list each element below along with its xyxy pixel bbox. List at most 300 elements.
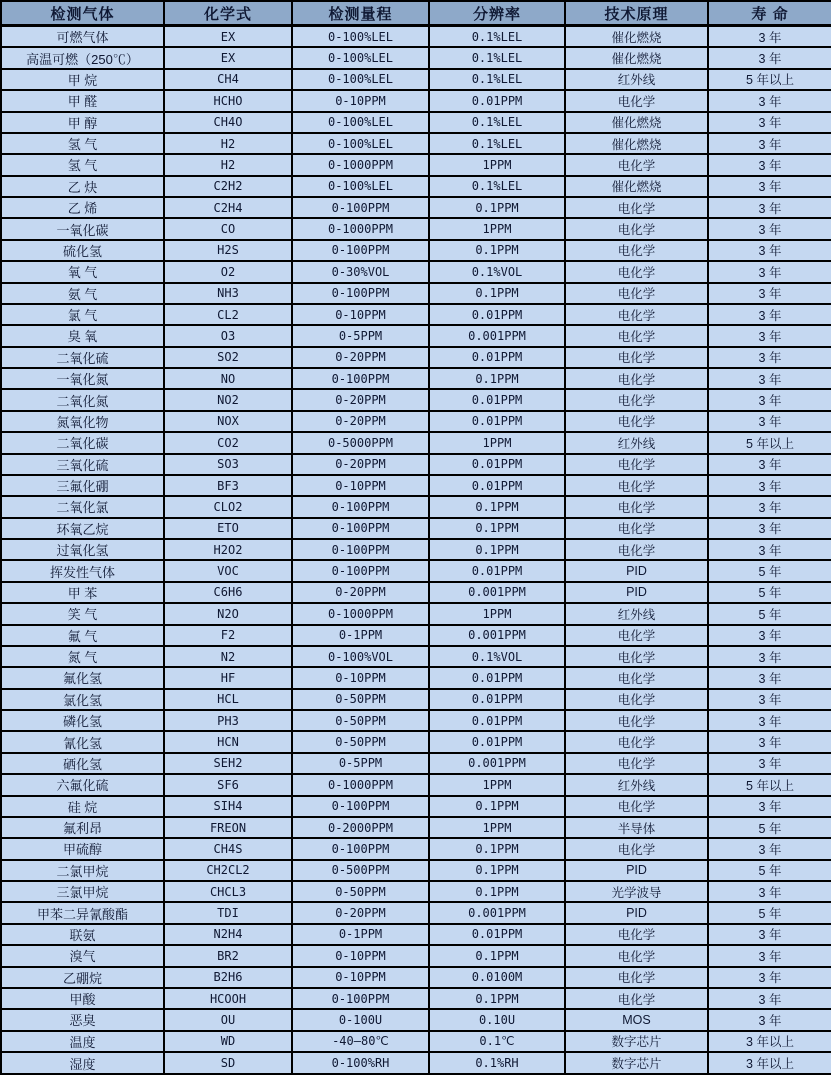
gas-name-cell: 氢 气 <box>1 154 164 175</box>
table-row <box>1 496 831 517</box>
resolution-cell: 0.01PPM <box>429 454 565 475</box>
technology-principle-cell: 数字芯片 <box>565 1052 708 1074</box>
gas-name-cell: 二氧化氯 <box>1 496 164 517</box>
technology-principle-cell: 催化燃烧 <box>565 47 708 68</box>
gas-name-cell: 甲 醛 <box>1 90 164 111</box>
detection-range-cell: 0-5PPM <box>292 753 429 774</box>
resolution-cell: 0.1PPM <box>429 368 565 389</box>
technology-principle-cell: 红外线 <box>565 774 708 795</box>
technology-principle-cell: 电化学 <box>565 389 708 410</box>
resolution-cell: 0.001PPM <box>429 325 565 346</box>
chemical-formula-cell: CHCL3 <box>164 881 292 902</box>
lifespan-cell: 3 年 <box>708 539 831 560</box>
detection-range-cell: 0-50PPM <box>292 689 429 710</box>
technology-principle-cell: 电化学 <box>565 496 708 517</box>
table-row <box>1 1009 831 1030</box>
detection-range-cell: 0-100%LEL <box>292 133 429 154</box>
resolution-cell: 0.001PPM <box>429 582 565 603</box>
lifespan-cell: 3 年 <box>708 454 831 475</box>
gas-name-cell: 笑 气 <box>1 603 164 624</box>
chemical-formula-cell: PH3 <box>164 710 292 731</box>
technology-principle-cell: 电化学 <box>565 218 708 239</box>
gas-name-cell: 甲苯二异氰酸酯 <box>1 902 164 923</box>
table-row <box>1 539 831 560</box>
resolution-cell: 0.1PPM <box>429 796 565 817</box>
gas-name-cell: 可燃气体 <box>1 26 164 48</box>
technology-principle-cell: 电化学 <box>565 838 708 859</box>
gas-name-cell: 三氟化硼 <box>1 475 164 496</box>
chemical-formula-cell: H2 <box>164 154 292 175</box>
technology-principle-cell: 电化学 <box>565 539 708 560</box>
resolution-cell: 0.1PPM <box>429 945 565 966</box>
lifespan-cell: 3 年 <box>708 838 831 859</box>
detection-range-cell: 0-5000PPM <box>292 432 429 453</box>
chemical-formula-cell: C2H2 <box>164 176 292 197</box>
resolution-cell: 1PPM <box>429 432 565 453</box>
chemical-formula-cell: SF6 <box>164 774 292 795</box>
gas-name-cell: 甲酸 <box>1 988 164 1009</box>
chemical-formula-cell: N2O <box>164 603 292 624</box>
lifespan-cell: 3 年 <box>708 112 831 133</box>
detection-range-cell: 0-100PPM <box>292 560 429 581</box>
lifespan-cell: 3 年 <box>708 26 831 48</box>
gas-name-cell: 乙 炔 <box>1 176 164 197</box>
chemical-formula-cell: SD <box>164 1052 292 1074</box>
lifespan-cell: 5 年 <box>708 860 831 881</box>
lifespan-cell: 3 年 <box>708 667 831 688</box>
table-row <box>1 817 831 838</box>
technology-principle-cell: 红外线 <box>565 69 708 90</box>
gas-name-cell: 氮 气 <box>1 646 164 667</box>
lifespan-cell: 3 年 <box>708 218 831 239</box>
chemical-formula-cell: HCHO <box>164 90 292 111</box>
chemical-formula-cell: O2 <box>164 261 292 282</box>
gas-name-cell: 甲 苯 <box>1 582 164 603</box>
table-row <box>1 710 831 731</box>
lifespan-cell: 3 年 <box>708 261 831 282</box>
table-row <box>1 753 831 774</box>
technology-principle-cell: 电化学 <box>565 667 708 688</box>
resolution-cell: 0.01PPM <box>429 347 565 368</box>
table-row <box>1 603 831 624</box>
chemical-formula-cell: EX <box>164 47 292 68</box>
table-row <box>1 924 831 945</box>
table-row <box>1 240 831 261</box>
detection-range-cell: 0-50PPM <box>292 710 429 731</box>
detection-range-cell: 0-2000PPM <box>292 817 429 838</box>
chemical-formula-cell: NOX <box>164 411 292 432</box>
chemical-formula-cell: BR2 <box>164 945 292 966</box>
detection-range-cell: 0-100PPM <box>292 368 429 389</box>
chemical-formula-cell: WD <box>164 1031 292 1052</box>
detection-range-cell: 0-10PPM <box>292 667 429 688</box>
chemical-formula-cell: HCL <box>164 689 292 710</box>
table-row <box>1 1031 831 1052</box>
table-row <box>1 881 831 902</box>
technology-principle-cell: PID <box>565 860 708 881</box>
resolution-cell: 1PPM <box>429 154 565 175</box>
table-row <box>1 667 831 688</box>
table-row <box>1 518 831 539</box>
detection-range-cell: 0-100PPM <box>292 838 429 859</box>
technology-principle-cell: 催化燃烧 <box>565 176 708 197</box>
table-row <box>1 582 831 603</box>
lifespan-cell: 3 年 <box>708 197 831 218</box>
chemical-formula-cell: N2H4 <box>164 924 292 945</box>
lifespan-cell: 3 年 <box>708 496 831 517</box>
detection-range-cell: 0-100PPM <box>292 796 429 817</box>
gas-name-cell: 挥发性气体 <box>1 560 164 581</box>
resolution-cell: 0.1PPM <box>429 283 565 304</box>
chemical-formula-cell: CLO2 <box>164 496 292 517</box>
chemical-formula-cell: SO3 <box>164 454 292 475</box>
resolution-cell: 0.1PPM <box>429 240 565 261</box>
gas-name-cell: 二氧化氮 <box>1 389 164 410</box>
gas-name-cell: 二氧化碳 <box>1 432 164 453</box>
gas-name-cell: 过氧化氢 <box>1 539 164 560</box>
gas-name-cell: 氟 气 <box>1 625 164 646</box>
chemical-formula-cell: FREON <box>164 817 292 838</box>
lifespan-cell: 3 年 <box>708 411 831 432</box>
chemical-formula-cell: NO <box>164 368 292 389</box>
chemical-formula-cell: C6H6 <box>164 582 292 603</box>
gas-name-cell: 甲 醇 <box>1 112 164 133</box>
technology-principle-cell: 电化学 <box>565 646 708 667</box>
lifespan-cell: 5 年 <box>708 603 831 624</box>
table-body <box>1 26 831 1075</box>
table-row <box>1 454 831 475</box>
chemical-formula-cell: H2S <box>164 240 292 261</box>
resolution-cell: 1PPM <box>429 817 565 838</box>
table-row <box>1 304 831 325</box>
lifespan-cell: 5 年 <box>708 582 831 603</box>
table-row <box>1 860 831 881</box>
lifespan-cell: 3 年 <box>708 325 831 346</box>
technology-principle-cell: 电化学 <box>565 945 708 966</box>
detection-range-cell: 0-1000PPM <box>292 218 429 239</box>
chemical-formula-cell: H2 <box>164 133 292 154</box>
table-row <box>1 838 831 859</box>
technology-principle-cell: 电化学 <box>565 988 708 1009</box>
table-row <box>1 112 831 133</box>
chemical-formula-cell: TDI <box>164 902 292 923</box>
header-resolution: 分辨率 <box>429 1 565 26</box>
table-row <box>1 475 831 496</box>
gas-name-cell: 三氧化硫 <box>1 454 164 475</box>
detection-range-cell: 0-20PPM <box>292 389 429 410</box>
lifespan-cell: 3 年 <box>708 646 831 667</box>
gas-name-cell: 甲 烷 <box>1 69 164 90</box>
detection-range-cell: 0-100PPM <box>292 496 429 517</box>
chemical-formula-cell: CH2CL2 <box>164 860 292 881</box>
resolution-cell: 0.1PPM <box>429 860 565 881</box>
technology-principle-cell: 红外线 <box>565 603 708 624</box>
detection-range-cell: 0-100PPM <box>292 539 429 560</box>
detection-range-cell: 0-1PPM <box>292 924 429 945</box>
resolution-cell: 0.01PPM <box>429 411 565 432</box>
table-row <box>1 90 831 111</box>
table-row <box>1 902 831 923</box>
chemical-formula-cell: CL2 <box>164 304 292 325</box>
lifespan-cell: 5 年以上 <box>708 774 831 795</box>
resolution-cell: 0.1%LEL <box>429 112 565 133</box>
chemical-formula-cell: BF3 <box>164 475 292 496</box>
gas-name-cell: 联氨 <box>1 924 164 945</box>
gas-name-cell: 一氧化碳 <box>1 218 164 239</box>
resolution-cell: 0.1PPM <box>429 518 565 539</box>
resolution-cell: 0.001PPM <box>429 753 565 774</box>
table-row <box>1 774 831 795</box>
lifespan-cell: 3 年 <box>708 154 831 175</box>
resolution-cell: 0.01PPM <box>429 731 565 752</box>
lifespan-cell: 3 年 <box>708 518 831 539</box>
resolution-cell: 0.1PPM <box>429 988 565 1009</box>
detection-range-cell: 0-100U <box>292 1009 429 1030</box>
technology-principle-cell: 催化燃烧 <box>565 112 708 133</box>
chemical-formula-cell: C2H4 <box>164 197 292 218</box>
technology-principle-cell: 数字芯片 <box>565 1031 708 1052</box>
technology-principle-cell: 电化学 <box>565 475 708 496</box>
chemical-formula-cell: HCN <box>164 731 292 752</box>
table-row <box>1 389 831 410</box>
detection-range-cell: 0-1000PPM <box>292 154 429 175</box>
gas-name-cell: 氨 气 <box>1 283 164 304</box>
lifespan-cell: 3 年 <box>708 47 831 68</box>
chemical-formula-cell: SO2 <box>164 347 292 368</box>
detection-range-cell: 0-20PPM <box>292 347 429 368</box>
chemical-formula-cell: NO2 <box>164 389 292 410</box>
lifespan-cell: 5 年 <box>708 902 831 923</box>
resolution-cell: 0.1%LEL <box>429 47 565 68</box>
table-row <box>1 967 831 988</box>
lifespan-cell: 5 年 <box>708 817 831 838</box>
technology-principle-cell: 电化学 <box>565 411 708 432</box>
resolution-cell: 1PPM <box>429 218 565 239</box>
table-row <box>1 945 831 966</box>
header-lifespan: 寿 命 <box>708 1 831 26</box>
gas-name-cell: 乙 烯 <box>1 197 164 218</box>
technology-principle-cell: 电化学 <box>565 325 708 346</box>
table-row <box>1 988 831 1009</box>
technology-principle-cell: 催化燃烧 <box>565 133 708 154</box>
resolution-cell: 0.1PPM <box>429 881 565 902</box>
lifespan-cell: 3 年 <box>708 283 831 304</box>
gas-name-cell: 二氧化硫 <box>1 347 164 368</box>
technology-principle-cell: 电化学 <box>565 689 708 710</box>
chemical-formula-cell: NH3 <box>164 283 292 304</box>
table-header <box>1 1 831 26</box>
chemical-formula-cell: CH4O <box>164 112 292 133</box>
technology-principle-cell: 电化学 <box>565 197 708 218</box>
detection-range-cell: 0-1PPM <box>292 625 429 646</box>
header-chemical-formula: 化学式 <box>164 1 292 26</box>
detection-range-cell: 0-100PPM <box>292 518 429 539</box>
detection-range-cell: 0-100%LEL <box>292 69 429 90</box>
header-technology-principle: 技术原理 <box>565 1 708 26</box>
detection-range-cell: 0-5PPM <box>292 325 429 346</box>
chemical-formula-cell: N2 <box>164 646 292 667</box>
lifespan-cell: 3 年 <box>708 945 831 966</box>
detection-range-cell: 0-1000PPM <box>292 603 429 624</box>
gas-name-cell: 硫化氢 <box>1 240 164 261</box>
gas-name-cell: 硅 烷 <box>1 796 164 817</box>
technology-principle-cell: 电化学 <box>565 753 708 774</box>
chemical-formula-cell: VOC <box>164 560 292 581</box>
detection-range-cell: 0-50PPM <box>292 881 429 902</box>
resolution-cell: 0.1%LEL <box>429 176 565 197</box>
chemical-formula-cell: EX <box>164 26 292 48</box>
lifespan-cell: 3 年以上 <box>708 1031 831 1052</box>
chemical-formula-cell: SIH4 <box>164 796 292 817</box>
gas-name-cell: 氧 气 <box>1 261 164 282</box>
technology-principle-cell: 电化学 <box>565 261 708 282</box>
technology-principle-cell: 电化学 <box>565 304 708 325</box>
chemical-formula-cell: OU <box>164 1009 292 1030</box>
table-row <box>1 1052 831 1074</box>
table-row <box>1 176 831 197</box>
detection-range-cell: 0-1000PPM <box>292 774 429 795</box>
chemical-formula-cell: SEH2 <box>164 753 292 774</box>
technology-principle-cell: 催化燃烧 <box>565 26 708 48</box>
gas-name-cell: 氢 气 <box>1 133 164 154</box>
table-row <box>1 796 831 817</box>
resolution-cell: 0.1%VOL <box>429 646 565 667</box>
resolution-cell: 1PPM <box>429 774 565 795</box>
resolution-cell: 0.1%RH <box>429 1052 565 1074</box>
gas-name-cell: 溴气 <box>1 945 164 966</box>
technology-principle-cell: 电化学 <box>565 625 708 646</box>
header-detection-range: 检测量程 <box>292 1 429 26</box>
table-row <box>1 560 831 581</box>
technology-principle-cell: 电化学 <box>565 710 708 731</box>
table-row <box>1 26 831 48</box>
lifespan-cell: 3 年 <box>708 176 831 197</box>
technology-principle-cell: 红外线 <box>565 432 708 453</box>
gas-name-cell: 氮氧化物 <box>1 411 164 432</box>
detection-range-cell: 0-100%LEL <box>292 112 429 133</box>
lifespan-cell: 5 年 <box>708 560 831 581</box>
resolution-cell: 0.1%LEL <box>429 133 565 154</box>
detection-range-cell: 0-100PPM <box>292 283 429 304</box>
header-gas-name: 检测气体 <box>1 1 164 26</box>
chemical-formula-cell: O3 <box>164 325 292 346</box>
header-row <box>1 1 831 26</box>
lifespan-cell: 3 年 <box>708 304 831 325</box>
technology-principle-cell: 电化学 <box>565 967 708 988</box>
lifespan-cell: 3 年 <box>708 710 831 731</box>
technology-principle-cell: MOS <box>565 1009 708 1030</box>
resolution-cell: 0.01PPM <box>429 90 565 111</box>
resolution-cell: 0.01PPM <box>429 475 565 496</box>
gas-name-cell: 氯 气 <box>1 304 164 325</box>
lifespan-cell: 3 年 <box>708 1009 831 1030</box>
detection-range-cell: 0-30%VOL <box>292 261 429 282</box>
table-row <box>1 432 831 453</box>
gas-name-cell: 高温可燃（250℃） <box>1 47 164 68</box>
resolution-cell: 0.10U <box>429 1009 565 1030</box>
resolution-cell: 0.01PPM <box>429 667 565 688</box>
technology-principle-cell: 电化学 <box>565 240 708 261</box>
gas-name-cell: 臭 氧 <box>1 325 164 346</box>
lifespan-cell: 3 年 <box>708 753 831 774</box>
resolution-cell: 0.1PPM <box>429 496 565 517</box>
technology-principle-cell: 半导体 <box>565 817 708 838</box>
table-row <box>1 325 831 346</box>
gas-name-cell: 氯化氢 <box>1 689 164 710</box>
detection-range-cell: 0-20PPM <box>292 454 429 475</box>
detection-range-cell: 0-500PPM <box>292 860 429 881</box>
resolution-cell: 0.01PPM <box>429 689 565 710</box>
detection-range-cell: 0-100PPM <box>292 240 429 261</box>
lifespan-cell: 3 年 <box>708 347 831 368</box>
resolution-cell: 0.1%VOL <box>429 261 565 282</box>
lifespan-cell: 3 年 <box>708 389 831 410</box>
lifespan-cell: 3 年 <box>708 731 831 752</box>
gas-name-cell: 湿度 <box>1 1052 164 1074</box>
table-row <box>1 646 831 667</box>
gas-name-cell: 氟化氢 <box>1 667 164 688</box>
resolution-cell: 1PPM <box>429 603 565 624</box>
technology-principle-cell: PID <box>565 560 708 581</box>
technology-principle-cell: 电化学 <box>565 454 708 475</box>
resolution-cell: 0.01PPM <box>429 560 565 581</box>
technology-principle-cell: 电化学 <box>565 347 708 368</box>
chemical-formula-cell: CH4S <box>164 838 292 859</box>
chemical-formula-cell: H2O2 <box>164 539 292 560</box>
detection-range-cell: 0-20PPM <box>292 902 429 923</box>
detection-range-cell: 0-10PPM <box>292 475 429 496</box>
resolution-cell: 0.01PPM <box>429 304 565 325</box>
chemical-formula-cell: HF <box>164 667 292 688</box>
resolution-cell: 0.1%LEL <box>429 26 565 48</box>
resolution-cell: 0.1PPM <box>429 838 565 859</box>
table-row <box>1 689 831 710</box>
table-row <box>1 625 831 646</box>
lifespan-cell: 5 年以上 <box>708 432 831 453</box>
table-row <box>1 154 831 175</box>
chemical-formula-cell: ETO <box>164 518 292 539</box>
lifespan-cell: 3 年 <box>708 625 831 646</box>
detection-range-cell: 0-100%LEL <box>292 26 429 48</box>
detection-range-cell: 0-20PPM <box>292 582 429 603</box>
technology-principle-cell: 光学波导 <box>565 881 708 902</box>
table-row <box>1 368 831 389</box>
technology-principle-cell: 电化学 <box>565 90 708 111</box>
table-row <box>1 47 831 68</box>
technology-principle-cell: PID <box>565 902 708 923</box>
resolution-cell: 0.01PPM <box>429 924 565 945</box>
table-row <box>1 261 831 282</box>
technology-principle-cell: 电化学 <box>565 154 708 175</box>
lifespan-cell: 3 年 <box>708 689 831 710</box>
lifespan-cell: 3 年 <box>708 90 831 111</box>
gas-name-cell: 氰化氢 <box>1 731 164 752</box>
technology-principle-cell: 电化学 <box>565 518 708 539</box>
technology-principle-cell: 电化学 <box>565 924 708 945</box>
detection-range-cell: 0-20PPM <box>292 411 429 432</box>
chemical-formula-cell: CO2 <box>164 432 292 453</box>
detection-range-cell: 0-100PPM <box>292 197 429 218</box>
resolution-cell: 0.1%LEL <box>429 69 565 90</box>
gas-name-cell: 一氧化氮 <box>1 368 164 389</box>
table-row <box>1 69 831 90</box>
resolution-cell: 0.1PPM <box>429 539 565 560</box>
detection-range-cell: 0-10PPM <box>292 90 429 111</box>
lifespan-cell: 3 年 <box>708 988 831 1009</box>
chemical-formula-cell: HCOOH <box>164 988 292 1009</box>
lifespan-cell: 3 年 <box>708 924 831 945</box>
resolution-cell: 0.01PPM <box>429 710 565 731</box>
